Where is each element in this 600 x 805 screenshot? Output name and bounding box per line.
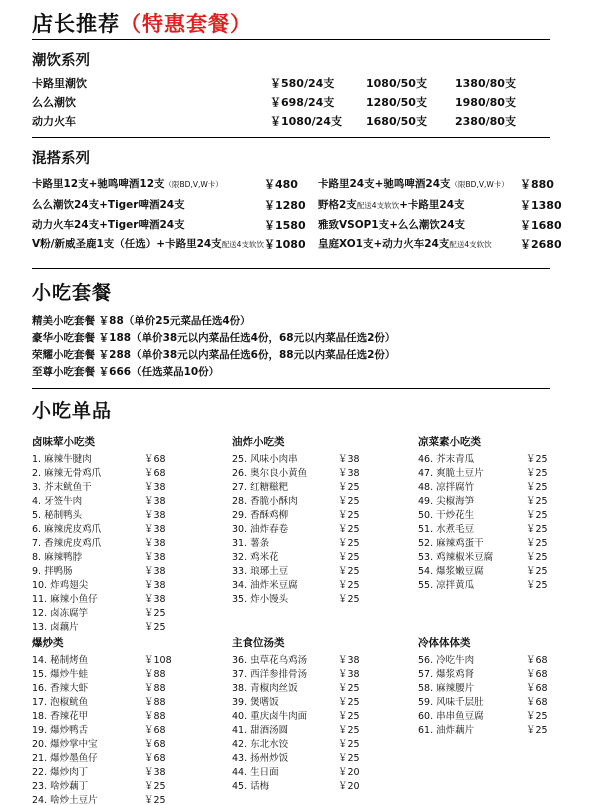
- menu-item: 59. 风味千层肚: [418, 697, 484, 708]
- menu-item: 23. 啥炒藕丁: [32, 781, 89, 792]
- mix-combo-name: 雅致VSOP1支+么么潮饮24支: [318, 219, 466, 231]
- menu-item-price: ￥25: [526, 580, 548, 591]
- menu-item-price: ￥20: [338, 767, 360, 778]
- menu-item-price: ￥38: [144, 510, 166, 521]
- menu-item-price: ￥25: [526, 524, 548, 535]
- menu-item: 29. 香酥鸡柳: [232, 510, 289, 521]
- menu-item-price: ￥68: [526, 655, 548, 666]
- menu-item: 56. 冷吃牛肉: [418, 655, 475, 666]
- menu-item: 32. 鸡米花: [232, 552, 279, 563]
- menu-item: 38. 青椒肉丝饭: [232, 683, 298, 694]
- menu-item: 40. 重庆卤牛肉面: [232, 711, 308, 722]
- singles-heading: 小吃单品: [32, 400, 113, 422]
- mix-combo-price: ￥480: [264, 178, 298, 191]
- menu-item-price: ￥25: [338, 510, 360, 521]
- mix-combo-note: （限BD,V,W卡）: [164, 180, 223, 189]
- menu-item-price: ￥25: [526, 454, 548, 465]
- menu-item-price: ￥20: [338, 781, 360, 792]
- mix-combo-price: ￥1080: [264, 238, 306, 251]
- menu-item-price: ￥38: [144, 580, 166, 591]
- drink-name: 卡路里潮饮: [32, 77, 87, 90]
- menu-item-price: ￥25: [338, 538, 360, 549]
- menu-item-price: ￥68: [144, 739, 166, 750]
- menu-item: 17. 泡椒鱿鱼: [32, 697, 89, 708]
- menu-item-price: ￥25: [338, 711, 360, 722]
- mix-combo-name: 动力火车24支+Tiger啤酒24支: [32, 219, 185, 231]
- mix-combo-note: 配送4支软饮: [221, 240, 264, 249]
- menu-item-price: ￥38: [338, 655, 360, 666]
- menu-item: 9. 拌鸭肠: [32, 566, 73, 577]
- menu-item-price: ￥25: [338, 739, 360, 750]
- divider-top: [32, 39, 550, 40]
- menu-item-price: ￥25: [526, 552, 548, 563]
- menu-item-price: ￥68: [144, 753, 166, 764]
- drink-price-80: 1980/80支: [455, 96, 516, 109]
- menu-category: 凉菜素小吃类: [418, 436, 481, 448]
- mix-combo-note: 配送4支软饮: [356, 201, 400, 210]
- menu-item: 3. 芥末鱿鱼干: [32, 482, 92, 493]
- menu-category: 卤味荤小吃类: [32, 436, 95, 448]
- menu-item: 26. 奥尔良小黄鱼: [232, 468, 308, 479]
- mix-combo-price: ￥1380: [520, 199, 562, 212]
- menu-item-price: ￥25: [526, 482, 548, 493]
- menu-item-price: ￥25: [338, 482, 360, 493]
- menu-item-price: ￥88: [144, 711, 166, 722]
- menu-item-price: ￥88: [144, 697, 166, 708]
- menu-item: 21. 爆炒墨鱼仔: [32, 753, 98, 764]
- drinks-heading: 潮饮系列: [32, 53, 90, 69]
- menu-item: 31. 薯条: [232, 538, 270, 549]
- menu-item-price: ￥25: [338, 725, 360, 736]
- menu-item: 24. 啥炒土豆片: [32, 795, 98, 805]
- menu-category: 主食位汤类: [232, 637, 285, 649]
- menu-item: 10. 炸鸡翅尖: [32, 580, 89, 591]
- menu-item-price: ￥38: [144, 767, 166, 778]
- menu-item: 1. 麻辣牛腱肉: [32, 454, 92, 465]
- mix-combo-name: V粉/新威圣鹿1支（任选）+卡路里24支配送4支软饮: [32, 238, 264, 250]
- mix-combo-price: ￥2680: [520, 238, 562, 251]
- menu-item: 60. 串串鱼豆腐: [418, 711, 484, 722]
- menu-item: 53. 鸡辣椒米豆腐: [418, 552, 494, 563]
- mix-combo-name: 皇庭XO1支+动力火车24支配送4支软饮: [318, 238, 492, 250]
- drink-price-50: 1680/50支: [366, 115, 427, 128]
- menu-item: 33. 琅琊土豆: [232, 566, 289, 577]
- drink-name: 么么潮饮: [32, 96, 76, 109]
- menu-item-price: ￥68: [526, 683, 548, 694]
- menu-item-price: ￥25: [526, 510, 548, 521]
- menu-item: 45. 话梅: [232, 781, 270, 792]
- menu-item: 55. 凉拌黄瓜: [418, 580, 475, 591]
- menu-item: 11. 麻辣小鱼仔: [32, 594, 98, 605]
- menu-item: 30. 油炸春卷: [232, 524, 289, 535]
- menu-item-price: ￥68: [144, 454, 166, 465]
- mix-combo-note: 配送4支软饮: [449, 240, 492, 249]
- menu-item: 22. 爆炒肉丁: [32, 767, 89, 778]
- menu-item: 25. 风味小肉串: [232, 454, 298, 465]
- menu-item-price: ￥25: [526, 711, 548, 722]
- menu-item: 19. 爆炒鸭舌: [32, 725, 89, 736]
- menu-item-price: ￥88: [144, 669, 166, 680]
- snack-sets-heading: 小吃套餐: [32, 282, 113, 304]
- mix-combo-price: ￥1580: [264, 219, 306, 232]
- mix-combo-price: ￥1680: [520, 219, 562, 232]
- menu-item: 15. 爆炒牛蛙: [32, 669, 89, 680]
- drink-price-24: ￥1080/24支: [270, 115, 342, 128]
- page-title-main: 店长推荐: [32, 12, 120, 36]
- menu-item: 20. 爆炒掌中宝: [32, 739, 98, 750]
- divider-drinks: [32, 137, 550, 138]
- menu-item: 34. 油炸米豆腐: [232, 580, 298, 591]
- menu-item: 58. 麻辣腰片: [418, 683, 475, 694]
- menu-item-price: ￥38: [144, 524, 166, 535]
- divider-sets: [32, 388, 550, 389]
- drink-price-24: ￥698/24支: [270, 96, 335, 109]
- menu-item: 41. 甜酒汤圆: [232, 725, 289, 736]
- menu-item-price: ￥25: [144, 608, 166, 619]
- drink-price-50: 1080/50支: [366, 77, 427, 90]
- menu-item: 61. 油炸藕片: [418, 725, 475, 736]
- menu-item-price: ￥38: [338, 669, 360, 680]
- menu-item: 27. 红糖糍粑: [232, 482, 289, 493]
- menu-item: 37. 西洋参排骨汤: [232, 669, 308, 680]
- menu-item: 8. 麻辣鸭脖: [32, 552, 83, 563]
- menu-category: 油炸小吃类: [232, 436, 285, 448]
- menu-item: 18. 香辣花甲: [32, 711, 89, 722]
- menu-item-price: ￥38: [144, 594, 166, 605]
- menu-item-price: ￥68: [526, 669, 548, 680]
- menu-item: 6. 麻辣虎皮鸡爪: [32, 524, 102, 535]
- mix-combo-name: 野格2支配送4支软饮+卡路里24支: [318, 199, 465, 211]
- menu-item-price: ￥25: [526, 725, 548, 736]
- menu-item-price: ￥25: [338, 496, 360, 507]
- menu-item: 2. 麻辣无骨鸡爪: [32, 468, 102, 479]
- menu-item-price: ￥25: [144, 781, 166, 792]
- menu-item: 43. 扬州炒饭: [232, 753, 289, 764]
- menu-item: 42. 东北水饺: [232, 739, 289, 750]
- menu-item-price: ￥25: [526, 538, 548, 549]
- menu-item-price: ￥25: [526, 496, 548, 507]
- snack-set-row: 豪华小吃套餐 ￥188（单价38元以内菜品任选4份，68元以内菜品任选2份）: [32, 332, 396, 344]
- menu-item: 46. 芥末青瓜: [418, 454, 475, 465]
- menu-item-price: ￥68: [144, 725, 166, 736]
- menu-item-price: ￥38: [338, 468, 360, 479]
- menu-item: 47. 爽脆土豆片: [418, 468, 484, 479]
- menu-item: 49. 尖椒海笋: [418, 496, 475, 507]
- menu-item: 28. 香脆小酥肉: [232, 496, 298, 507]
- menu-item: 5. 秘制鸭头: [32, 510, 83, 521]
- menu-item-price: ￥25: [338, 683, 360, 694]
- menu-item: 4. 牙签牛肉: [32, 496, 83, 507]
- drink-price-50: 1280/50支: [366, 96, 427, 109]
- menu-item-price: ￥38: [144, 496, 166, 507]
- menu-item: 48. 凉拌腐竹: [418, 482, 475, 493]
- menu-item-price: ￥38: [144, 538, 166, 549]
- menu-item-price: ￥25: [144, 795, 166, 805]
- menu-item-price: ￥25: [338, 524, 360, 535]
- menu-item-price: ￥25: [338, 753, 360, 764]
- mix-combo-price: ￥1280: [264, 199, 306, 212]
- menu-item: 52. 麻辣鸡蛋干: [418, 538, 484, 549]
- menu-item-price: ￥25: [338, 552, 360, 563]
- mix-combo-name: 卡路里24支+驰鸣啤酒24支（限BD,V,W卡）: [318, 178, 509, 190]
- menu-item: 57. 爆浆鸡肾: [418, 669, 475, 680]
- menu-item: 39. 煲嗜饭: [232, 697, 279, 708]
- menu-item-price: ￥25: [526, 468, 548, 479]
- menu-item: 44. 生日面: [232, 767, 279, 778]
- menu-item-price: ￥25: [338, 566, 360, 577]
- drink-price-24: ￥580/24支: [270, 77, 335, 90]
- drink-name: 动力火车: [32, 115, 76, 128]
- drink-price-80: 1380/80支: [455, 77, 516, 90]
- snack-set-row: 至尊小吃套餐 ￥666（任选菜品10份）: [32, 366, 220, 378]
- menu-item-price: ￥38: [338, 454, 360, 465]
- menu-item-price: ￥25: [526, 566, 548, 577]
- snack-set-row: 荣耀小吃套餐 ￥288（单价38元以内菜品任选6份，88元以内菜品任选2份）: [32, 349, 396, 361]
- mix-combo-name: 么么潮饮24支+Tiger啤酒24支: [32, 199, 185, 211]
- menu-item-price: ￥38: [144, 482, 166, 493]
- mix-combo-name: 卡路里12支+驰鸣啤酒12支（限BD,V,W卡）: [32, 178, 223, 190]
- menu-item: 16. 香辣大虾: [32, 683, 89, 694]
- menu-item-price: ￥25: [144, 622, 166, 633]
- page-title-highlight: （特惠套餐）: [120, 12, 252, 36]
- menu-item: 50. 干炒花生: [418, 510, 475, 521]
- menu-item: 7. 香辣虎皮鸡爪: [32, 538, 102, 549]
- menu-item: 12. 卤冻腐竽: [32, 608, 89, 619]
- page-title: [32, 8, 252, 38]
- menu-item-price: ￥38: [144, 566, 166, 577]
- menu-category: 冷体体体类: [418, 637, 471, 649]
- menu-item-price: ￥25: [338, 594, 360, 605]
- menu-item: 13. 卤藕片: [32, 622, 79, 633]
- mix-combo-price: ￥880: [520, 178, 554, 191]
- mix-heading: 混搭系列: [32, 151, 90, 167]
- menu-item-price: ￥38: [144, 552, 166, 563]
- menu-item-price: ￥25: [338, 697, 360, 708]
- menu-item: 54. 爆浆嫩豆腐: [418, 566, 484, 577]
- menu-item: 35. 炸小馒头: [232, 594, 289, 605]
- divider-mix: [32, 268, 550, 269]
- menu-item-price: ￥108: [144, 655, 172, 666]
- menu-item: 36. 虫草花乌鸡汤: [232, 655, 308, 666]
- mix-combo-note: （限BD,V,W卡）: [450, 180, 509, 189]
- drink-price-80: 2380/80支: [455, 115, 516, 128]
- menu-item-price: ￥68: [144, 468, 166, 479]
- menu-item-price: ￥25: [338, 580, 360, 591]
- menu-item: 14. 秘制烤鱼: [32, 655, 89, 666]
- menu-category: 爆炒类: [32, 637, 64, 649]
- menu-item: 51. 水煮毛豆: [418, 524, 475, 535]
- menu-item-price: ￥88: [144, 683, 166, 694]
- snack-set-row: 精美小吃套餐 ￥88（单价25元菜品任选4份）: [32, 315, 251, 327]
- menu-item-price: ￥68: [526, 697, 548, 708]
